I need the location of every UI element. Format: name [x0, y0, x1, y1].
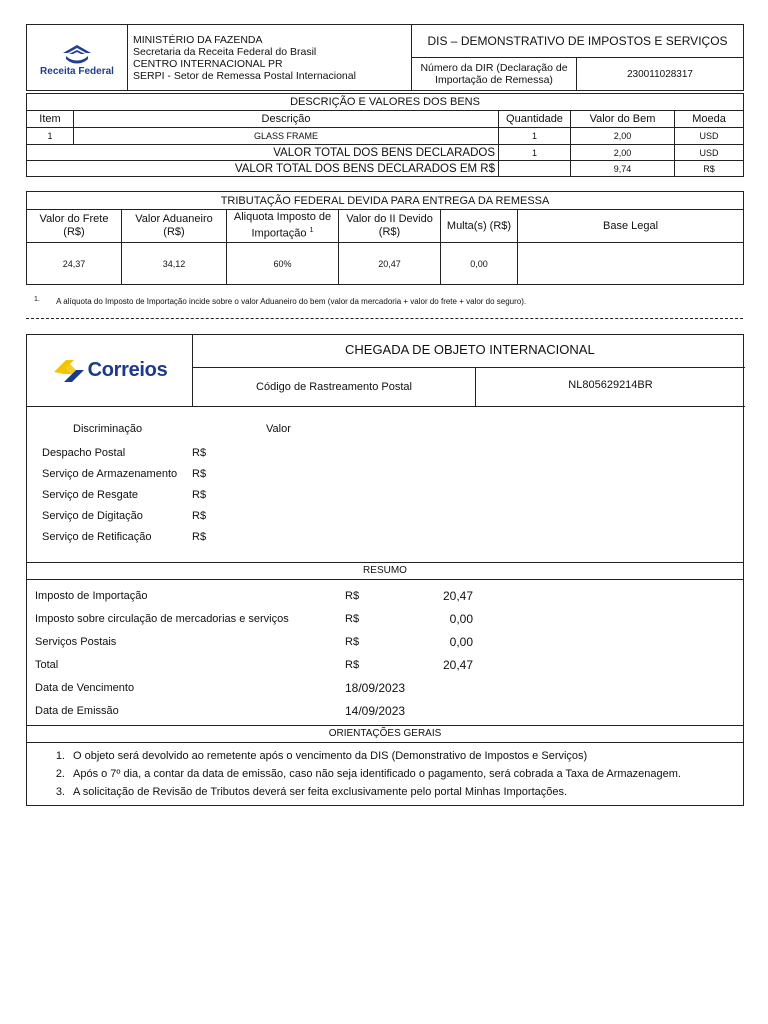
col-currency: Moeda	[675, 111, 744, 128]
rate-footnote-marker: 1	[309, 227, 314, 235]
doc-title: DIS – DEMONSTRATIVO DE IMPOSTOS E SERVIÇOS	[412, 25, 744, 58]
list-item: Serviço de Armazenamento R$	[42, 467, 207, 480]
list-item: Serviço de Resgate R$	[42, 488, 207, 501]
footnote-text: A alíquota do Imposto de Importação incide sobre o valor Aduaneiro do bem (valor da mercadoria + valor do frete + valor do seguro).	[56, 297, 527, 306]
val-customs: 34,12	[122, 243, 227, 285]
goods-title: DESCRIÇÃO E VALORES DOS BENS	[27, 94, 744, 111]
receita-logo-text: Receita Federal	[40, 65, 114, 77]
due-date-row: Data de Vencimento 18/09/2023	[35, 680, 406, 695]
list-item: 3. A solicitação de Revisão de Tributos deverá ser feita exclusivamente pelo portal Minhas Importações.	[55, 786, 568, 798]
col-legal: Base Legal	[518, 210, 744, 243]
tax-title: TRIBUTAÇÃO FEDERAL DEVIDA PARA ENTREGA DA REMESSA	[27, 192, 744, 210]
row-item: 1	[27, 128, 74, 145]
total-brl-value: 9,74	[571, 161, 675, 177]
col-rate: Aliquota Imposto de Importação $^1$	[227, 210, 339, 243]
total-value: 2,00	[571, 145, 675, 161]
list-item: Despacho Postal R$	[42, 446, 207, 459]
summary-title: RESUMO	[27, 562, 743, 580]
org-line-2: Secretaria da Receita Federal do Brasil	[133, 45, 317, 58]
total-quantity: 1	[499, 145, 571, 161]
summary-list	[35, 584, 535, 722]
col-ii: Valor do II Devido (R$)	[339, 210, 441, 243]
total-brl-label: VALOR TOTAL DOS BENS DECLARADOS EM R$	[27, 161, 499, 177]
total-brl-currency: R$	[675, 161, 744, 177]
row-quantity: 1	[499, 128, 571, 145]
list-item: Serviço de Retificação R$	[42, 530, 207, 543]
footnote-marker: 1.	[34, 296, 40, 303]
goods-table	[26, 93, 744, 177]
summary-row: Serviços Postais R$ 0,00	[35, 634, 473, 649]
discrimination-label: Discriminação	[73, 423, 143, 435]
issue-date-row: Data de Emissão 14/09/2023	[35, 703, 406, 718]
summary-row: Imposto sobre circulação de mercadorias e serviços R$ 0,00	[35, 611, 473, 626]
header-table	[26, 24, 744, 91]
correios-logo-cell	[27, 335, 193, 407]
total-currency: USD	[675, 145, 744, 161]
val-ii: 20,47	[339, 243, 441, 285]
table-row	[27, 243, 744, 285]
org-cell	[128, 25, 412, 91]
receita-federal-logo-icon	[60, 43, 94, 65]
footnote	[34, 297, 734, 306]
services-list	[42, 442, 342, 547]
tracking-label: Código de Rastreamento Postal	[193, 368, 476, 407]
guidance-list	[41, 747, 741, 801]
col-quantity: Quantidade	[499, 111, 571, 128]
col-description: Descrição	[74, 111, 499, 128]
val-legal	[518, 243, 744, 285]
tracking-code: NL805629214BR	[476, 368, 745, 407]
chegada-title: CHEGADA DE OBJETO INTERNACIONAL	[193, 335, 745, 368]
table-row	[27, 128, 744, 145]
value-label: Valor	[266, 423, 291, 435]
val-fine: 0,00	[441, 243, 518, 285]
total-label: VALOR TOTAL DOS BENS DECLARADOS	[27, 145, 499, 161]
dir-label: Número da DIR (Declaração de Importação de Remessa)	[412, 58, 577, 91]
org-line-4: SERPI - Setor de Remessa Postal Internacional	[133, 69, 356, 82]
col-value: Valor do Bem	[571, 111, 675, 128]
org-line-1: MINISTÉRIO DA FAZENDA	[133, 33, 263, 46]
col-item: Item	[27, 111, 74, 128]
row-value: 2,00	[571, 128, 675, 145]
dir-number: 230011028317	[577, 58, 744, 91]
summary-row-total: Total R$ 20,47	[35, 657, 473, 672]
val-freight: 24,37	[27, 243, 122, 285]
correios-logo-icon	[52, 358, 86, 384]
tax-table	[26, 191, 744, 285]
cut-line-divider	[26, 318, 743, 319]
row-currency: USD	[675, 128, 744, 145]
col-freight: Valor do Frete (R$)	[27, 210, 122, 243]
list-item: Serviço de Digitação R$	[42, 509, 207, 522]
total-brl-quantity	[499, 161, 571, 177]
list-item: 2. Após o 7º dia, a contar da data de emissão, caso não seja identificado o pagamento, será cobrada a Taxa de Armazenagem.	[55, 768, 681, 780]
summary-row: Imposto de Importação R$ 20,47	[35, 588, 473, 603]
val-rate: 60%	[227, 243, 339, 285]
receita-logo-cell	[27, 25, 128, 91]
guidance-title: ORIENTAÇÕES GERAIS	[27, 725, 743, 743]
correios-section	[26, 334, 744, 806]
org-line-3: CENTRO INTERNACIONAL PR	[133, 57, 283, 70]
list-item: 1. O objeto será devolvido ao remetente após o vencimento da DIS (Demonstrativo de Impostos e Serviços)	[55, 750, 588, 762]
row-description: GLASS FRAME	[74, 128, 499, 145]
col-customs: Valor Aduaneiro (R$)	[122, 210, 227, 243]
correios-logo-text: Correios	[87, 359, 168, 381]
col-fine: Multa(s) (R$)	[441, 210, 518, 243]
